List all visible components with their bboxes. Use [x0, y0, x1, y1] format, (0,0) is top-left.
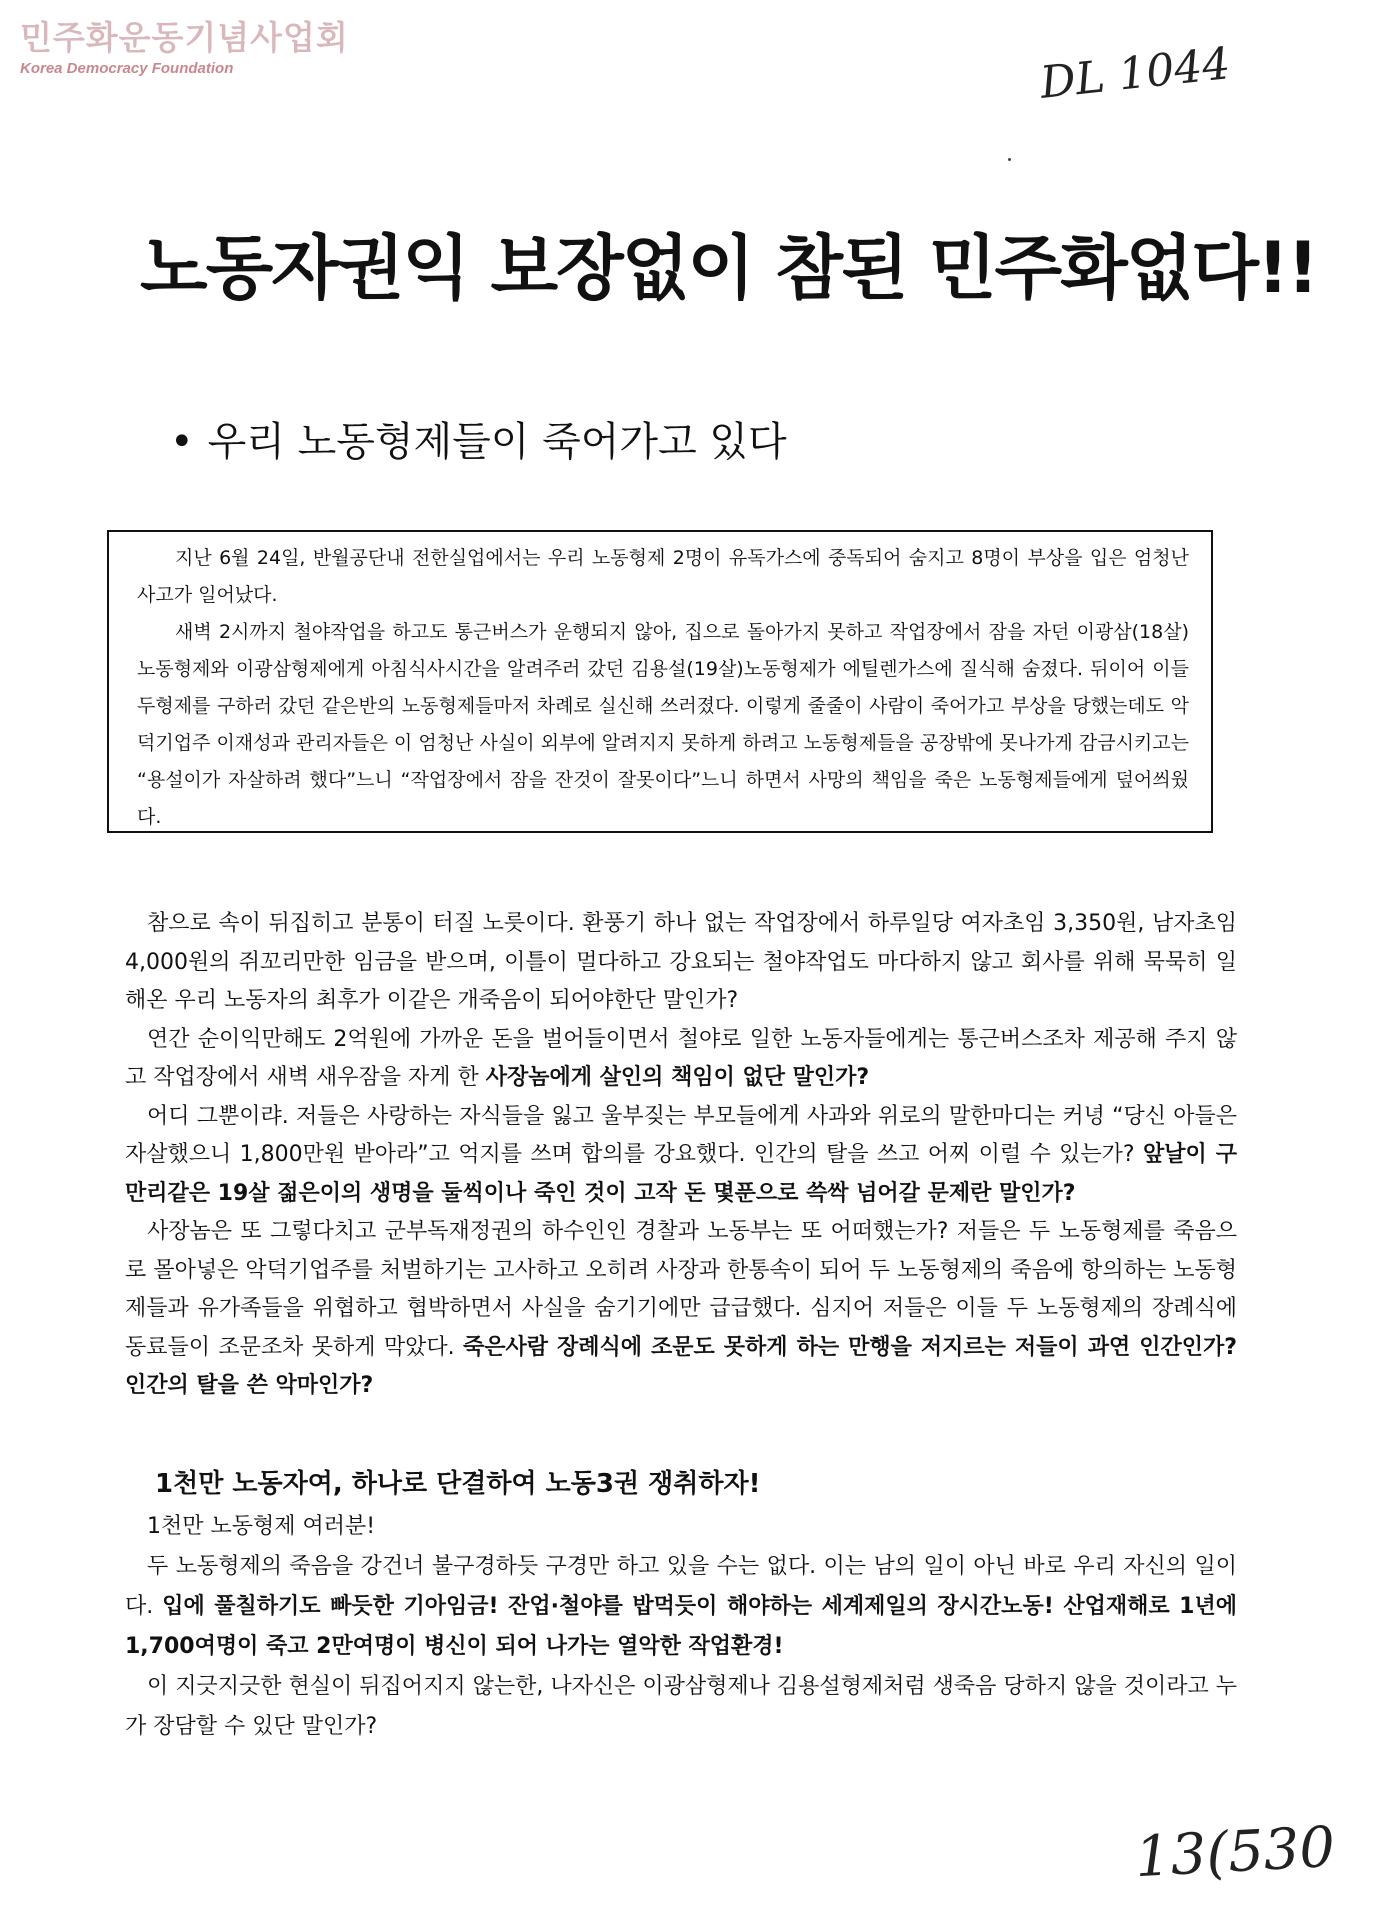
section-greeting: 1천만 노동형제 여러분! — [147, 1514, 376, 1539]
body-text: 사장놈은 또 그렇다치고 군부독재정권의 하수인인 경찰과 노동부는 또 어떠했는가? 저들은 두 노동형제를 죽음으로 몰아넣은 악덕기업주를 처벌하기는 고사하고 오히려 사장과 한통속이 되어 두 노동형제의 죽음에 항의하는 노동형제들과 유가족들을 위협하고 협박하면서 사실을 숨기기에만 급급했다. 심지어 저들은 이들 두 노동형제의 장례식에 동료들이 조문조차 못하게 막았다. — [125, 1219, 1237, 1360]
speck-mark — [1008, 158, 1011, 161]
section-text: 이 지긋지긋한 현실이 뒤집어지지 않는한, 나자신은 이광삼형제나 김용설형제처럼 생죽음 당하지 않을 것이라고 누가 장담할 수 있단 말인가? — [125, 1674, 1237, 1739]
box-paragraph: 새벽 2시까지 철야작업을 하고도 통근버스가 운행되지 않아, 집으로 돌아가지 못하고 작업장에서 잠을 자던 이광삼(18살)노동형제와 이광삼형제에게 아침식사시간을 알려주러 갔던 김용설(19살)노동형제가 에틸렌가스에 질식해 숨졌다. 뒤이어 이들 두형제를 구하러 갔던 같은반의 노동형제들마저 차례로 실신해 쓰러졌다. 이렇게 줄줄이 사람이 죽어가고 부상을 당했는데도 악덕기업주 이재성과 관리자들은 이 엄청난 사실이 외부에 알려지지 못하게 하려고 노동형제들을 공장밖에 못나가게 감금시키고는 “용설이가 자살하려 했다”느니 “작업장에서 잠을 잔것이 잘못이다”느니 하면서 사망의 책임을 죽은 노동형제들에게 덮어씌웠다. — [137, 621, 1189, 828]
section-body — [125, 1507, 1237, 1747]
watermark-logo — [20, 18, 349, 77]
body-text: 어디 그뿐이랴. 저들은 사랑하는 자식들을 잃고 울부짖는 부모들에게 사과와 위로의 말한마디는 커녕 “당신 아들은 자살했으니 1,800만원 받아라”고 억지를 쓰며 합의를 강요했다. 인간의 탈을 쓰고 어찌 이럴 수 있는가? — [125, 1103, 1237, 1167]
watermark-english: Korea Democracy Foundation — [20, 60, 234, 77]
body-paragraph — [125, 1098, 1237, 1214]
handwritten-document-id: DL 1044 — [1037, 38, 1233, 109]
main-body — [125, 905, 1237, 1406]
incident-summary-box — [107, 530, 1213, 833]
section-emphasis: 입에 풀칠하기도 빠듯한 기아임금! 잔업·철야를 밥먹듯이 해야하는 세계제일의 장시간노동! 산업재해로 1년에 1,700여명이 죽고 2만여명이 병신이 되어 나가는 열악한 작업환경! — [125, 1594, 1237, 1659]
section-paragraph — [125, 1547, 1237, 1667]
body-paragraph — [125, 905, 1237, 1021]
subtitle-text: 우리 노동형제들이 죽어가고 있다 — [207, 419, 787, 465]
body-text: 참으로 속이 뒤집히고 분통이 터질 노릇이다. 환풍기 하나 없는 작업장에서 하루일당 여자초임 3,350원, 남자초임 4,000원의 쥐꼬리만한 임금을 받으며, 이틀이 멀다하고 강요되는 철야작업도 마다하지 않고 회사를 위해 묵묵히 일해온 우리 노동자의 최후가 이같은 개죽음이 되어야한단 말인가? — [125, 911, 1237, 1013]
section-paragraph — [125, 1667, 1237, 1747]
section-text: 두 노동형제의 죽음을 강건너 불구경하듯 구경만 하고 있을 수는 없다. 이는 남의 일이 아닌 바로 우리 자신의 일이다. — [125, 1554, 1237, 1619]
body-paragraph — [125, 1021, 1237, 1098]
subtitle — [170, 410, 787, 467]
watermark-korean: 민주화운동기념사업회 — [20, 18, 349, 57]
body-text: 연간 순이익만해도 2억원에 가까운 돈을 벌어들이면서 철야로 일한 노동자들에게는 통근버스조차 제공해 주지 않고 작업장에서 새벽 새우잠을 자게 한 — [125, 1026, 1237, 1090]
body-paragraph — [125, 1213, 1237, 1406]
section-heading: 1천만 노동자여, 하나로 단결하여 노동3권 쟁취하자! — [155, 1469, 761, 1499]
box-paragraph: 지난 6월 24일, 반월공단내 전한실업에서는 우리 노동형제 2명이 유독가스에 중독되어 숨지고 8명이 부상을 입은 엄청난 사고가 일어났다. — [137, 547, 1189, 606]
bullet-icon: • — [170, 419, 194, 465]
body-emphasis: 사장놈에게 살인의 책임이 없단 말인가? — [485, 1065, 870, 1090]
handwritten-page-number: 13(530 — [1133, 1814, 1337, 1891]
document-title: 노동자권익 보장없이 참된 민주화없다!! — [140, 227, 1317, 309]
body-emphasis: 죽은사람 장례식에 조문도 못하게 하는 만행을 저지르는 저들이 과연 인간인가? 인간의 탈을 쓴 악마인가? — [125, 1334, 1237, 1398]
body-emphasis: 앞날이 구만리같은 19살 젊은이의 생명을 둘씩이나 죽인 것이 고작 돈 몇푼으로 쓱싹 넘어갈 문제란 말인가? — [125, 1142, 1237, 1206]
